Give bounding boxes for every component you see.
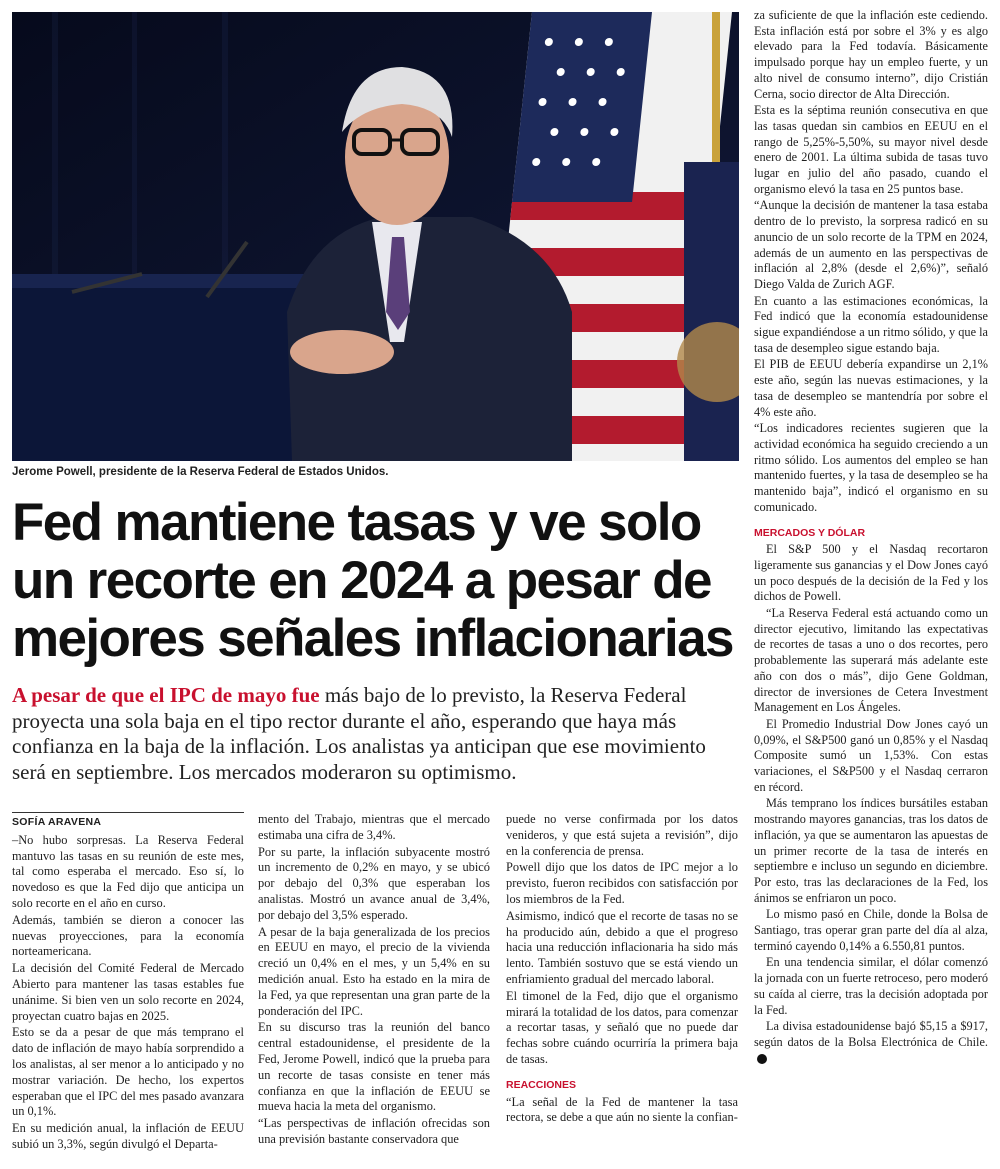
col3-paragraph: puede no verse confirmada por los datos venideros, y que está sujeta a revisión”, dijo en la conferencia de prensa. [506, 812, 738, 858]
column-3 [506, 812, 738, 1127]
col1-paragraph: En su medición anual, la inflación de EEUU subió un 3,3%, según divulgó el Departa- [12, 1121, 244, 1151]
col4-paragraph: El Promedio Industrial Dow Jones cayó un 0,09%, el S&P500 ganó un 0,85% y el Nasdaq Composite sumó un 1,53%. Con estas variaciones, el S&P500 y el Nasdaq cerraron en récord. [754, 716, 988, 794]
col4-paragraph: En cuanto a las estimaciones económicas, la Fed indicó que la economía estadounidense sigue expandiéndose a un ritmo sólido, y que la tasa de desempleo sigue estando baja. [754, 293, 988, 355]
col4-paragraph: El S&P 500 y el Nasdaq recortaron ligeramente sus ganancias y el Dow Jones cayó un poco después de la decisión de la Fed y los dichos de Powell. [754, 542, 988, 604]
lead-paragraph [12, 683, 739, 785]
col2-paragraph: mento del Trabajo, mientras que el mercado estimaba una cifra de 3,4%. [258, 812, 490, 842]
col4-paragraph: “Los indicadores recientes sugieren que la actividad económica ha seguido creciendo a un ritmo sólido. Los aumentos del empleo se han mantenido fuertes, y la tasa de desempleo se ha mantenido baja”, indicó el organismo en su comunicado. [754, 421, 988, 514]
photo-caption: Jerome Powell, presidente de la Reserva Federal de Estados Unidos. [12, 466, 389, 478]
col1-paragraph: Esto se da a pesar de que más temprano el dato de inflación de mayo había sorprendido a los analistas, al ser menor a lo anticipado y no mostrar variación. De hecho, los expertos esperaban que el IPC del mes pasado avanzara un 0,1%. [12, 1025, 244, 1119]
col1-paragraph: Además, también se dieron a conocer las nuevas proyecciones, para la economía norteamericana. [12, 912, 244, 959]
col3-paragraph: El timonel de la Fed, dijo que el organismo mirará la totalidad de los datos, para comenzar a recortar tasas, y señaló que no puede dar fechas sobre cuándo ocurriría la primera baja de tasas. [506, 988, 738, 1066]
col4-paragraph: Más temprano los índices bursátiles estaban mostrando mayores ganancias, tras los datos de inflación, ya que se aumentaron las apuestas de un primer recorte de la tasa de interés en septiembre e incluso un segundo en diciembre. Por esto, tras las declaraciones de la Fed, los ánimos se enfriaron un poco. [754, 796, 988, 905]
col4-paragraph: “La Reserva Federal está actuando como un director ejecutivo, limitando las expectativas de recortes de tasas a uno o dos recortes, pero probablemente las superará más adelante este año con dos o más”, dijo Gene Goldman, director de inversiones de Cetera Investment Management en Los Ángeles. [754, 606, 988, 715]
col2-paragraph: En su discurso tras la reunión del banco central estadounidense, el presidente de la Fed, Jerome Powell, indicó que la prueba para un recorte de tasas consiste en tener más confianza en que la inflación de EEUU se mueva hacia la meta del organismo. [258, 1020, 490, 1114]
article-photo [12, 12, 739, 461]
col1-paragraph: La decisión del Comité Federal de Mercado Abierto para mantener las tasas estables fue unánime. Si bien ven un solo recorte en 2024, proyectan cuatro bajas en 2025. [12, 961, 244, 1023]
col4-paragraph: El PIB de EEUU debería expandirse un 2,1% este año, según las nuevas estimaciones, y la tasa de desempleo se mantendría por sobre el 4% este año. [754, 357, 988, 419]
col4-paragraph: Esta es la séptima reunión consecutiva en que las tasas quedan sin cambios en EEUU en el rango de 5,25%-5,50%, su mayor nivel desde enero de 2001. La última subida de tasas tuvo lugar en julio del año pasado, cuando el organismo elevó la tasa en 25 puntos base. [754, 103, 988, 196]
col4-last-text: La divisa estadounidense bajó $5,15 a $917, según datos de la Bolsa Electrónica de Chile. [754, 1019, 988, 1049]
subhead-mercados-dolar: MERCADOS Y DÓLAR [754, 526, 866, 539]
end-of-article-icon [757, 1054, 767, 1064]
column-1 [12, 812, 244, 1154]
col4-paragraph: En una tendencia similar, el dólar comenzó la jornada con un fuerte retroceso, pero moderó su caída al cierre, tras la decisión adoptada por la Fed. [754, 955, 988, 1017]
col4-last-paragraph [754, 1019, 988, 1066]
byline: SOFÍA ARAVENA [12, 812, 244, 831]
col3-paragraph: Asimismo, indicó que el recorte de tasas no se ha producido aún, debido a que el progreso hacia una reducción inflacionaria ha sido más lento. También sostuvo que se está viendo un enfriamiento gradual del mercado laboral. [506, 908, 738, 986]
column-2 [258, 812, 490, 1149]
col2-paragraph: A pesar de la baja generalizada de los precios en EEUU en mayo, el precio de la vivienda creció un 0,4% en el mes, y un 5,4% en su medición anual. Esto ha estado en la mira de la Fed, ya que representan una gran parte de la ponderación del IPC. [258, 924, 490, 1018]
col4-paragraph: “Aunque la decisión de mantener la tasa estaba dentro de lo previsto, la sorpresa radicó en su anuncio de un solo recorte de la TPM en 2024, además de un aumento en las perspectivas de inflación al 2,8% (desde el 2,6%)”, señaló Diego Valda de Zurich AGF. [754, 198, 988, 291]
col1-paragraph: –No hubo sorpresas. La Reserva Federal mantuvo las tasas en su reunión de este mes, tal como esperaba el mercado. Eso sí, lo novedoso es que la Fed dijo que anticipa un solo recorte en el año en curso. [12, 832, 244, 910]
headline: Fed mantiene tasas y ve solo un recorte en 2024 a pesar de mejores señales inflacionarias [12, 493, 733, 668]
column-4 [754, 8, 988, 1067]
col2-paragraph: “Las perspectivas de inflación ofrecidas son una previsión bastante conservadora que [258, 1116, 490, 1146]
col2-paragraph: Por su parte, la inflación subyacente mostró un incremento de 0,2% en mayo, y se ubicó por debajo del 0,3% que esperaban los analistas. Mostró un avance anual de 3,4%, por debajo del 3,5% esperado. [258, 844, 490, 922]
lead-highlight: A pesar de que el IPC de mayo fue [12, 683, 320, 707]
col3-paragraph: “La señal de la Fed de mantener la tasa rectora, se debe a que aún no siente la confian- [506, 1094, 738, 1125]
subhead-reacciones: REACCIONES [506, 1078, 577, 1091]
lead-text: más bajo de lo previsto, la Reserva Federal proyecta una sola baja en el tipo rector durante el año, esperando que haya más confianza en la baja de la inflación. Los analistas ya anticipan que ese movimiento será en septiembre. Los mercados moderaron su optimismo. [12, 683, 706, 784]
markets-section [754, 542, 988, 1066]
col3-paragraph: Powell dijo que los datos de IPC mejor a lo previsto, fueron recibidos con satisfacción por los miembros de la Fed. [506, 860, 738, 906]
col4-paragraph: Lo mismo pasó en Chile, donde la Bolsa de Santiago, tras operar gran parte del día al alza, terminó cayendo 0,14% a 6.550,81 puntos. [754, 907, 988, 953]
col4-paragraph: za suficiente de que la inflación este cediendo. Esta inflación está por sobre el 3% y es algo elevado para la Fed todavía. Básicamente impulsado porque hay un empleo fuerte, y un alto nivel de consumo interno”, dijo Cristián Cerna, socio director de Alta Dirección. [754, 8, 988, 101]
powell-photo-illustration [12, 12, 739, 461]
